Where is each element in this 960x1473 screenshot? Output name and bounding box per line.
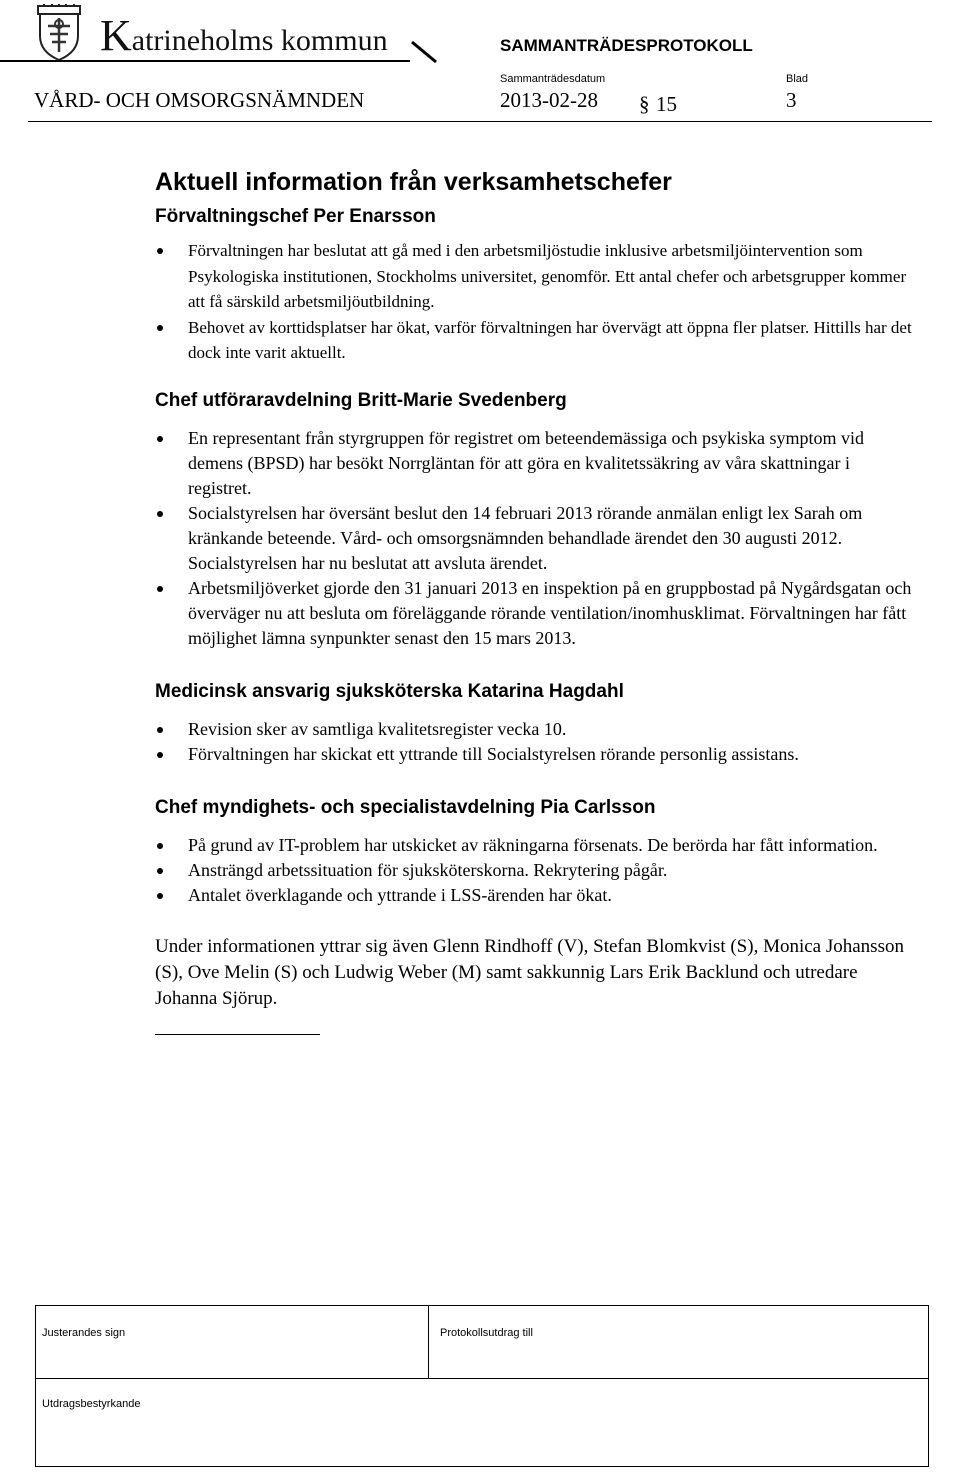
meeting-date: 2013-02-28: [500, 88, 598, 112]
utdragsbestyrkande-label: Utdragsbestyrkande: [42, 1398, 141, 1410]
list-item: Förvaltningen har skickat ett yttrande till Socialstyrelsen rörande personlig assistans.: [155, 742, 915, 767]
list-item: Arbetsmiljöverket gjorde den 31 januari 2013 en inspektion på en gruppbostad på Nygårdsgatan och överväger nu att besluta om föreläggande rörande ventilation/inomhusklimat. Förvaltningen har fått möjlighet lämna synpunkter senast den 15 mars 2013.: [155, 576, 915, 651]
list-item: Socialstyrelsen har översänt beslut den 14 februari 2013 rörande anmälan enligt lex Sarah om kränkande beteende. Vård- och omsorgsnämnden behandlade ärendet den 30 augusti 2012. Socialstyrelsen har nu beslutat att avsluta ärendet.: [155, 501, 915, 576]
end-rule: [155, 1034, 320, 1035]
brand-swoosh-decoration: [410, 40, 440, 69]
list-item: Behovet av korttidsplatser har ökat, varför förvaltningen har övervägt att öppna fler platser. Hittills har det dock inte varit aktuellt.: [155, 315, 915, 366]
closing-paragraph: Under informationen yttrar sig även Glenn Rindhoff (V), Stefan Blomkvist (S), Monica Johansson (S), Ove Melin (S) och Ludwig Weber (M) samt sakkunnig Lars Erik Backlund och utredare Johanna Sjörup.: [155, 935, 904, 1009]
list-item: På grund av IT-problem har utskicket av räkningarna försenats. De berörda har fått information.: [155, 833, 915, 858]
section-heading: Chef utföraravdelning Britt-Marie Svedenberg: [155, 389, 567, 411]
brand-underline: [0, 60, 410, 62]
bullet-list: [155, 833, 915, 908]
list-item: En representant från styrgruppen för registret om beteendemässiga och psykiska symptom vid demens (BPSD) har besökt Norrgläntan för att göra en kvalitetssäkring av våra skattningar i registret.: [155, 426, 915, 501]
bullet-list: [155, 717, 915, 767]
paragraph-symbol: §: [639, 92, 650, 116]
page-label: Blad: [786, 73, 809, 85]
protokollsutdrag-label: Protokollsutdrag till: [440, 1327, 533, 1339]
document-type: SAMMANTRÄDESPROTOKOLL: [500, 36, 753, 55]
list-item: Ansträngd arbetssituation för sjuksköterskorna. Rekrytering pågår.: [155, 858, 915, 883]
bullet-list: [155, 238, 915, 366]
header-rule: [28, 121, 932, 122]
committee-name: VÅRD- OCH OMSORGSNÄMNDEN: [34, 88, 365, 112]
date-label: Sammanträdesdatum: [500, 73, 606, 85]
municipality-coat-of-arms-logo: [34, 4, 84, 62]
brand-rest: atrineholms kommun: [131, 24, 388, 57]
section-heading: Chef myndighets- och specialistavdelning Pia Carlsson: [155, 796, 656, 818]
page-number: 3: [786, 88, 797, 112]
list-item: Antalet överklagande och yttrande i LSS-ärenden har ökat.: [155, 883, 915, 908]
list-item: Förvaltningen har beslutat att gå med i den arbetsmiljöstudie inklusive arbetsmiljöintervention som Psykologiska institutionen, Stockholms universitet, genomför. Ett antal chefer och arbetsgrupper kommer att få särskild arbetsmiljöutbildning.: [155, 238, 915, 315]
section-heading: Medicinsk ansvarig sjuksköterska Katarina Hagdahl: [155, 680, 624, 702]
signature-box-divider: [36, 1378, 928, 1379]
bullet-list: [155, 426, 915, 651]
municipality-name: [100, 11, 388, 60]
list-item: Revision sker av samtliga kvalitetsregister vecka 10.: [155, 717, 915, 742]
signature-box-column-divider: [428, 1306, 429, 1379]
paragraph-number: 15: [656, 92, 677, 116]
page-title: Aktuell information från verksamhetschefer: [155, 168, 672, 196]
justerandes-sign-label: Justerandes sign: [42, 1327, 126, 1339]
minutes-body: [155, 160, 915, 1035]
section-heading: Förvaltningschef Per Enarsson: [155, 206, 436, 227]
brand-initial: K: [100, 11, 132, 60]
